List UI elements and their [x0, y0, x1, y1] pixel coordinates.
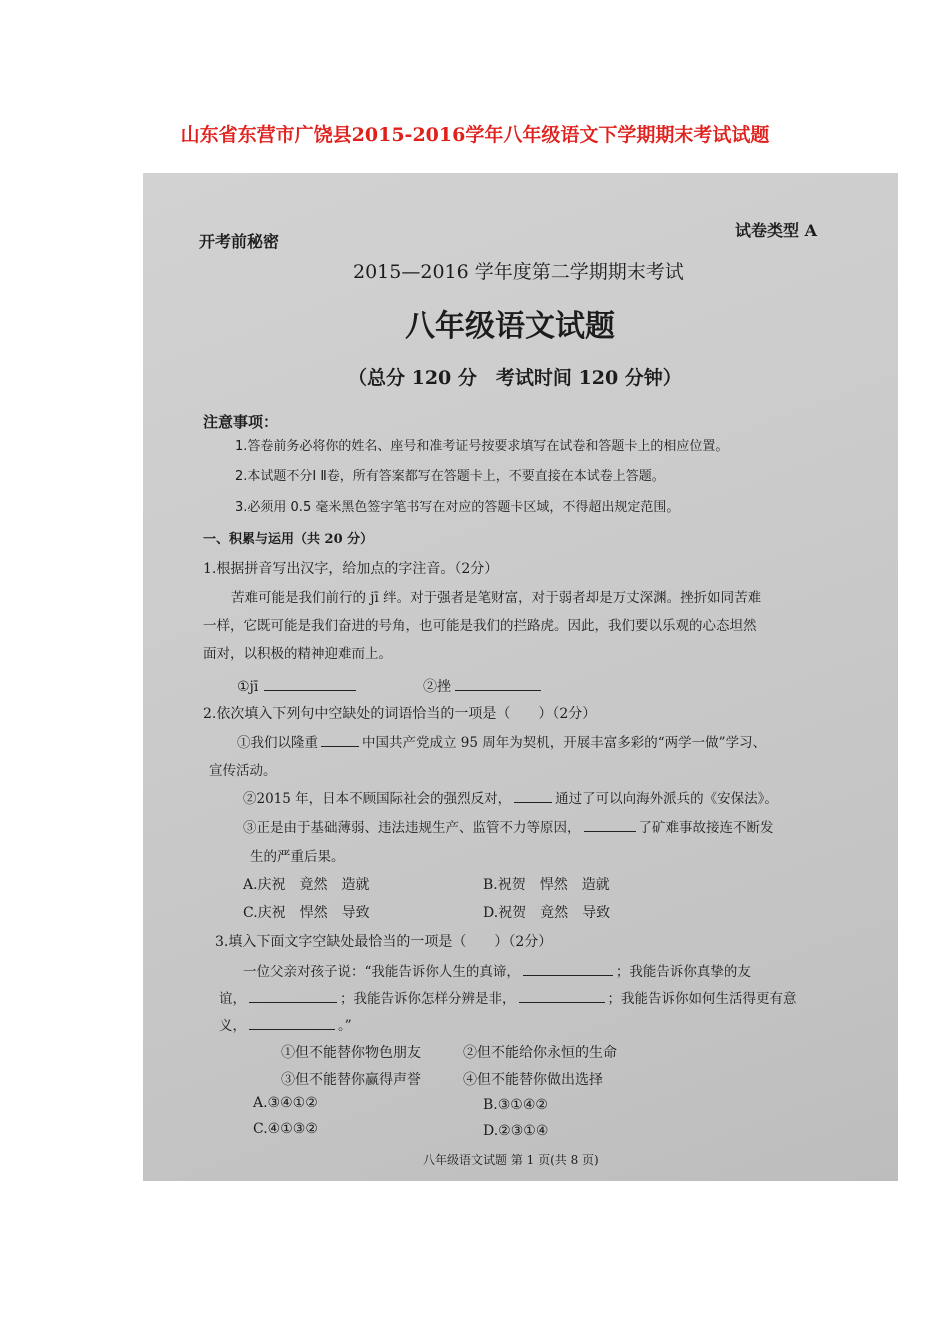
- page-footer: 八年级语文试题 第 1 页(共 8 页): [423, 1153, 599, 1167]
- q2-option-b: B.祝贺 悍然 造就: [483, 877, 610, 893]
- q3-option-d: D.②③①④: [483, 1123, 549, 1139]
- note-item: 2.本试题不分Ⅰ Ⅱ卷，所有答案都写在答题卡上，不要直接在本试卷上答题。: [235, 469, 665, 484]
- note-item: 1.答卷前务必将你的姓名、座号和准考证号按要求填写在试卷和答题卡上的相应位置。: [235, 439, 729, 454]
- q2-sentence-2: ②2015 年，日本不顾国际社会的强烈反对， 通过了可以向海外派兵的《安保法》。: [243, 787, 778, 807]
- q3-choice: ④但不能替你做出选择: [463, 1072, 603, 1088]
- q3-passage-line: 一位父亲对孩子说：“我能告诉你人生的真谛， ；我能告诉你真挚的友: [243, 960, 751, 980]
- section-heading: 一、积累与运用（共 20 分）: [203, 532, 374, 547]
- confidential-label: 开考前秘密: [199, 232, 280, 251]
- q3-choice: ③但不能替你赢得声誉: [281, 1072, 421, 1088]
- exam-paper-photo: [143, 173, 898, 1181]
- subject-title: 八年级语文试题: [405, 309, 615, 344]
- q3-choice: ①但不能替你物色朋友: [281, 1045, 421, 1061]
- q1-passage-line: 苦难可能是我们前行的 jī 绊。对于强者是笔财富，对于弱者却是万丈深渊。挫折如同苦难: [231, 590, 762, 606]
- score-time: （总分 120 分 考试时间 120 分钟）: [348, 367, 682, 389]
- q3-choice: ②但不能给你永恒的生命: [463, 1045, 617, 1061]
- q1-passage-line: 面对，以积极的精神迎难而上。: [203, 646, 392, 662]
- q2-option-a: A.庆祝 竟然 造就: [243, 877, 370, 893]
- q2-sentence-3: ③正是由于基础薄弱、违法违规生产、监管不力等原因， 了矿难事故接连不断发: [243, 816, 774, 836]
- q3-option-a: A.③④①②: [253, 1095, 318, 1111]
- q1-passage-line: 一样，它既可能是我们奋进的号角，也可能是我们的拦路虎。因此，我们要以乐观的心态坦然: [203, 618, 757, 634]
- note-item: 3.必须用 0.5 毫米黑色签字笔书写在对应的答题卡区域，不得超出规定范围。: [235, 500, 680, 515]
- document-title: 山东省东营市广饶县2015-2016学年八年级语文下学期期末考试试题: [180, 124, 770, 146]
- paper-type-label: 试卷类型 A: [735, 221, 817, 240]
- notes-heading: 注意事项：: [203, 413, 279, 431]
- q2-option-c: C.庆祝 悍然 导致: [243, 905, 370, 921]
- q2-sentence-3-cont: 生的严重后果。: [250, 849, 345, 865]
- q3-passage-line: 义， 。”: [219, 1014, 352, 1034]
- q1-blank-2: ②挫: [423, 676, 541, 696]
- exam-term: 2015—2016 学年度第二学期期末考试: [353, 261, 684, 283]
- q2-option-d: D.祝贺 竟然 导致: [483, 905, 611, 921]
- q1-blank-1: ①jī: [237, 676, 356, 695]
- q2-sentence-1-cont: 宣传活动。: [209, 763, 277, 779]
- q2-sentence-1: ①我们以隆重 中国共产党成立 95 周年为契机，开展丰富多彩的“两学一做”学习、: [237, 731, 766, 751]
- q3-stem: 3.填入下面文字空缺处最恰当的一项是（ ）（2分）: [215, 934, 553, 950]
- q2-stem: 2.依次填入下列句中空缺处的词语恰当的一项是（ ）（2分）: [203, 706, 597, 722]
- q3-passage-line: 谊， ；我能告诉你怎样分辨是非， ；我能告诉你如何生活得更有意: [219, 987, 797, 1007]
- q3-option-c: C.④①③②: [253, 1121, 318, 1137]
- q1-stem: 1.根据拼音写出汉字，给加点的字注音。（2分）: [203, 561, 499, 577]
- q3-option-b: B.③①④②: [483, 1097, 548, 1113]
